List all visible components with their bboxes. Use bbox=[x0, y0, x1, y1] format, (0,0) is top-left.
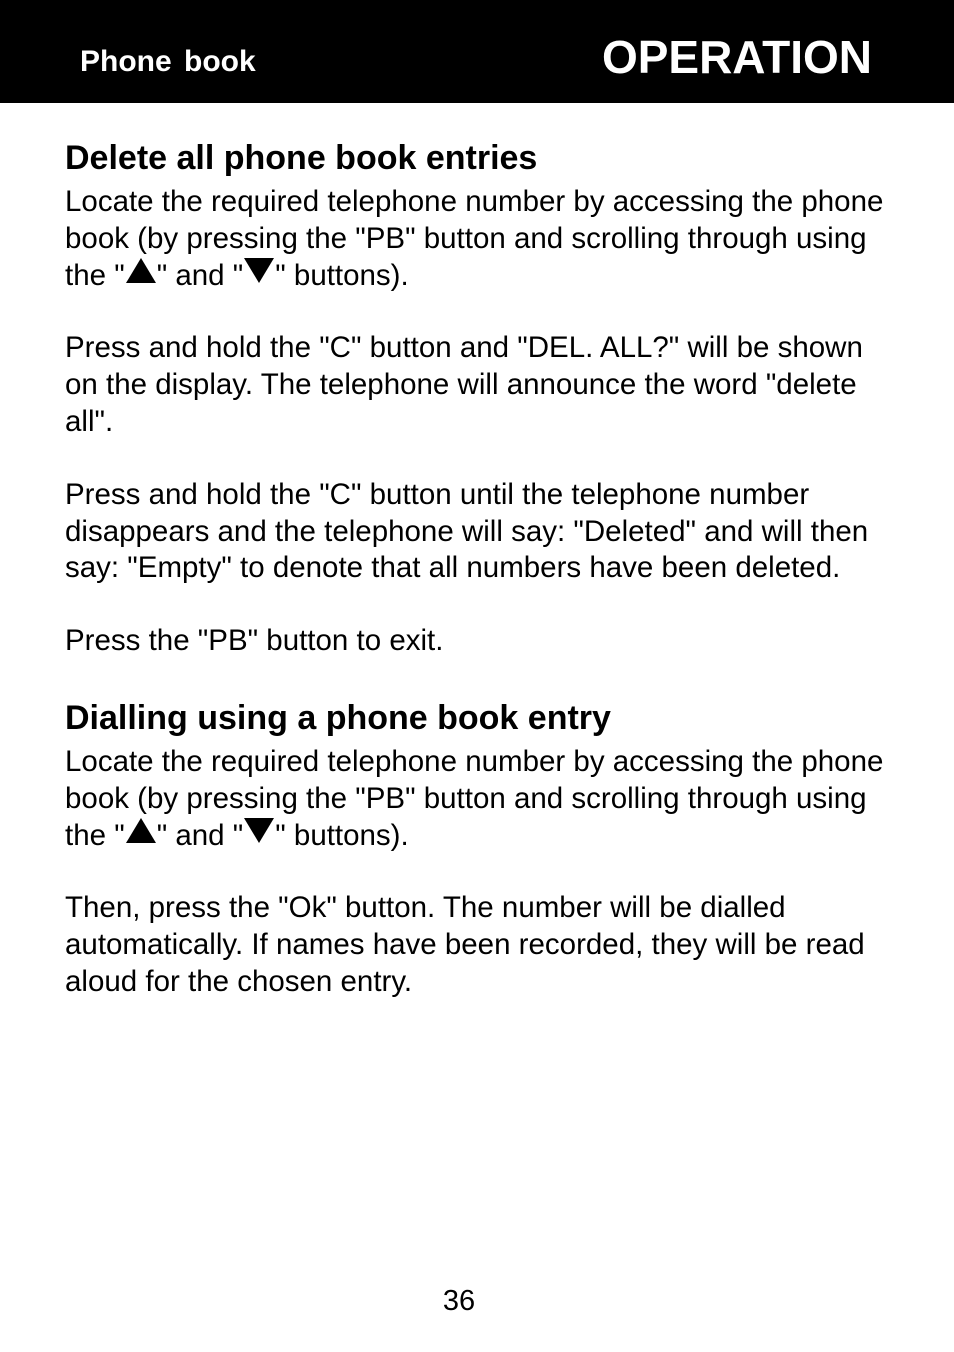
down-arrow-icon bbox=[244, 258, 274, 283]
paragraph-locate-number bbox=[65, 184, 895, 294]
section-label: Phone book bbox=[80, 45, 256, 78]
paragraph-text: " and " bbox=[156, 818, 244, 852]
up-arrow-icon bbox=[126, 258, 156, 283]
section-heading-delete-all: Delete all phone book entries bbox=[65, 139, 538, 177]
paragraph-text: " buttons). bbox=[275, 258, 409, 292]
paragraph-confirm-delete: Press and hold the "C" button until the telephone number disappears and the telephone will say: "Deleted" and will then say: "Empty" to denote that all numbers have been deleted. bbox=[65, 477, 869, 585]
paragraph-exit: Press the "PB" button to exit. bbox=[65, 624, 444, 658]
page-content bbox=[65, 134, 895, 1001]
down-arrow-icon bbox=[244, 818, 274, 843]
paragraph-text: " buttons). bbox=[275, 818, 409, 852]
page-number: 36 bbox=[442, 1285, 476, 1317]
section-heading-dialling: Dialling using a phone book entry bbox=[65, 698, 611, 737]
paragraph-text: Locate the required telephone number by accessing the phone book (by pressing the "PB" button and scrolling through using the " bbox=[65, 185, 884, 292]
paragraph-text: Locate the required telephone number by accessing the phone book (by pressing the "PB" button and scrolling through using the " bbox=[65, 744, 884, 852]
paragraph-press-ok: Then, press the "Ok" button. The number will be dialled automatically. If names have been recorded, they will be read aloud for the chosen entry. bbox=[65, 891, 865, 998]
paragraph-text: " and " bbox=[156, 258, 244, 292]
up-arrow-icon bbox=[126, 818, 156, 843]
paragraph-press-hold-c: Press and hold the "C" button and "DEL. ALL?" will be shown on the display. The telephone will announce the word "delete all". bbox=[65, 331, 863, 438]
header-bar bbox=[0, 0, 954, 103]
paragraph-locate-number-2 bbox=[65, 744, 895, 854]
chapter-title: OPERATION bbox=[601, 31, 872, 83]
